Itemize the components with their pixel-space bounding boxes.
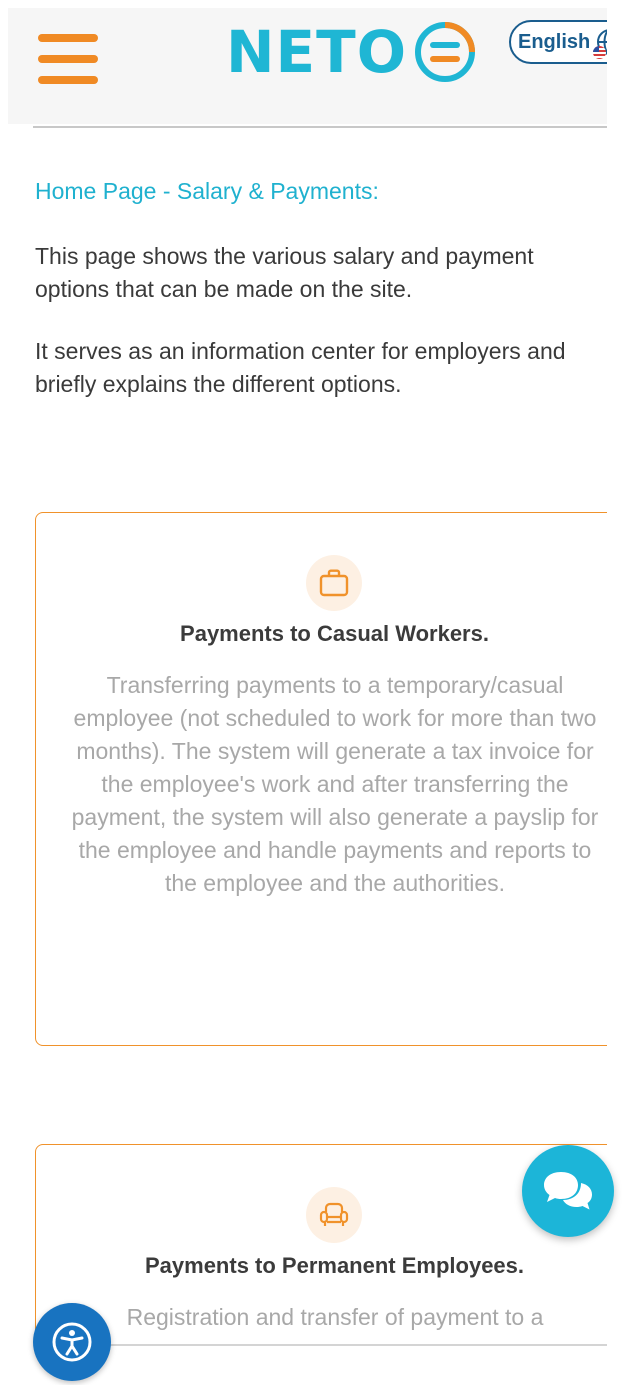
accessibility-icon [50, 1320, 94, 1364]
language-label: English [518, 30, 591, 53]
neto-logo[interactable] [226, 20, 477, 84]
accessibility-button[interactable] [33, 1303, 111, 1381]
breadcrumb: Home Page - Salary & Payments: [35, 178, 379, 204]
site-header [8, 8, 640, 124]
armchair-icon [306, 1187, 362, 1243]
card-description: Transferring payments to a temporary/casual employee (not scheduled to work for more than two months). The system will generate a tax invoice for the employee's work and after transferring the payment, the system will also generate a payslip for the employee and handle payments and reports to the employee and the authorities. [71, 672, 599, 896]
logo-mark-icon [413, 20, 477, 84]
chat-button[interactable] [522, 1145, 614, 1237]
logo-text: NETO [226, 18, 408, 86]
briefcase-icon [306, 555, 362, 611]
chat-bubbles-icon [541, 1168, 595, 1214]
us-flag-icon [593, 46, 606, 59]
hamburger-menu-icon[interactable] [38, 32, 100, 86]
casual-workers-card[interactable] [35, 512, 640, 1046]
card-description: Registration and transfer of payment to a [126, 1304, 544, 1330]
card-title: Payments to Casual Workers. [180, 621, 489, 646]
header-divider [33, 126, 607, 128]
intro-paragraph-2: It serves as an information center for employers and briefly explains the different options. [35, 338, 566, 397]
intro-paragraph-1: This page shows the various salary and payment options that can be made on the site. [35, 243, 534, 302]
card-title: Payments to Permanent Employees. [144, 1253, 525, 1278]
